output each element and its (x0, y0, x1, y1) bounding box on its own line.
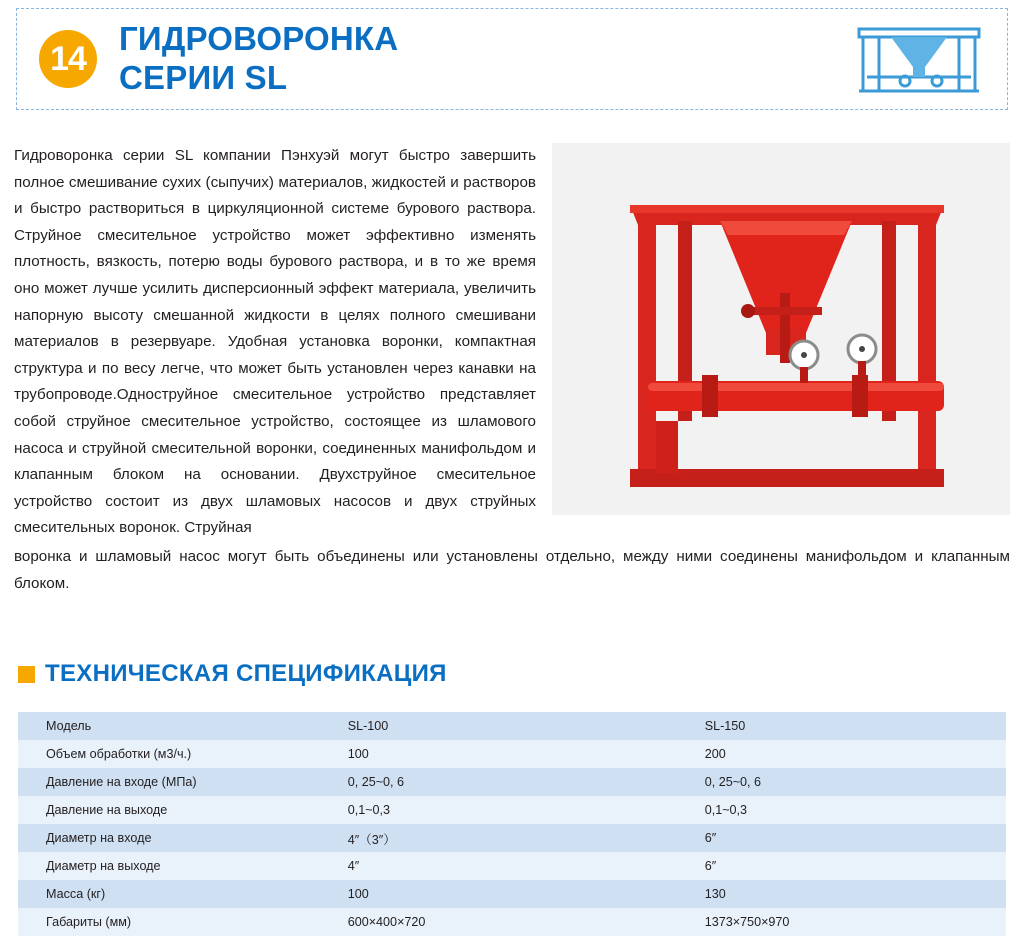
hydro-hopper-thumbnail-icon (845, 21, 993, 99)
spec-value-sl100: SL-100 (320, 712, 677, 740)
spec-value-sl150: 0,1~0,3 (677, 796, 1006, 824)
square-bullet-icon (18, 666, 35, 683)
spec-value-sl150: 130 (677, 880, 1006, 908)
spec-value-sl150: 6″ (677, 824, 1006, 852)
spec-value-sl150: 6″ (677, 852, 1006, 880)
spec-label: Диаметр на входе (18, 824, 320, 852)
spec-value-sl150: SL-150 (677, 712, 1006, 740)
table-row (18, 908, 1006, 936)
spec-label: Модель (18, 712, 320, 740)
spec-label: Объем обработки (м3/ч.) (18, 740, 320, 768)
page-title-line-2: СЕРИИ SL (119, 59, 288, 96)
spec-value-sl100: 0, 25~0, 6 (320, 768, 677, 796)
table-row (18, 768, 1006, 796)
spec-value-sl100: 4″（3″） (320, 824, 677, 852)
spec-value-sl150: 200 (677, 740, 1006, 768)
spec-value-sl100: 100 (320, 740, 677, 768)
spec-label: Давление на входе (МПа) (18, 768, 320, 796)
section-number-badge: 14 (39, 30, 97, 88)
table-row (18, 824, 1006, 852)
spec-label: Габариты (мм) (18, 908, 320, 936)
table-row (18, 852, 1006, 880)
spec-value-sl100: 0,1~0,3 (320, 796, 677, 824)
spec-value-sl150: 1373×750×970 (677, 908, 1006, 936)
specification-table (18, 712, 1006, 936)
intro-paragraph-top: Гидроворонка серии SL компании Пэнхуэй могут быстро завершить полное смешивание сухих (сыпучих) материалов, жидкостей и растворов и быстро раствориться в циркуляционной системе бурового раствора. Струйное смесительное устройство может эффективно изменять плотность, вязкость, потерю воды бурового раствора, и в то же время оно может лучше усилить дисперсионный эффект материала, увеличить напорную высоту смешанной жидкости в целях полного смешивани материалов в резервуаре. Удобная установка воронки, компактная структура и по весу легче, что может быть установлен через канавки на трубопроводе.Одноструйное смесительное устройство представляет собой струйное смесительное устройство, состоящее из шламового насоса и струйной смесительной воронки, соединенных манифольдом и клапанным блоком на основании. Двухструйное смесительное устройство состоит из двух шламовых насосов и двух струйных смесительных воронок. Струйная (14, 147, 536, 537)
spec-label: Диаметр на выходе (18, 852, 320, 880)
page-header (16, 8, 1008, 110)
spec-section-title: ТЕХНИЧЕСКАЯ СПЕЦИФИКАЦИЯ (45, 660, 447, 687)
spec-value-sl100: 4″ (320, 852, 677, 880)
hydro-hopper-product-photo (552, 143, 1010, 515)
table-row (18, 712, 1006, 740)
page-title-line-1: ГИДРОВОРОНКА (119, 20, 399, 58)
spec-value-sl100: 600×400×720 (320, 908, 677, 936)
spec-value-sl150: 0, 25~0, 6 (677, 768, 1006, 796)
spec-label: Масса (кг) (18, 880, 320, 908)
spec-section-heading (18, 660, 447, 688)
page-title (119, 20, 398, 98)
spec-label: Давление на выходе (18, 796, 320, 824)
table-row (18, 880, 1006, 908)
table-row (18, 796, 1006, 824)
intro-paragraph-bottom: воронка и шламовый насос могут быть объединены или установлены отдельно, между ними соединены манифольдом и клапанным блоком. (14, 547, 1010, 592)
intro-section (14, 143, 1010, 597)
table-row (18, 740, 1006, 768)
spec-value-sl100: 100 (320, 880, 677, 908)
